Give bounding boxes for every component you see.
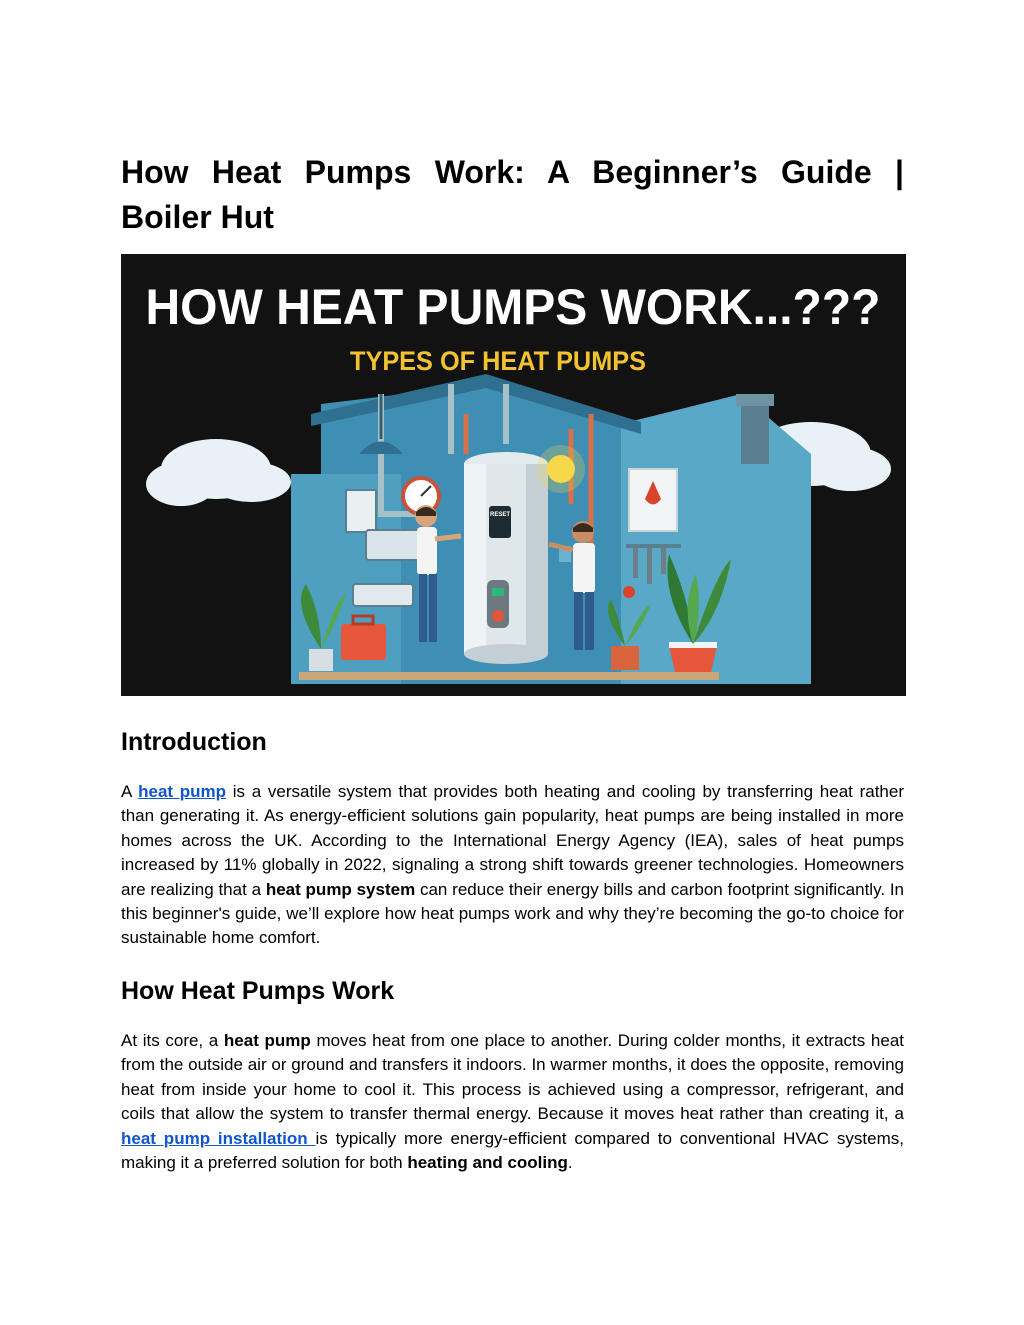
introduction-paragraph [121,780,904,951]
section-heading-how-heat-pumps-work: How Heat Pumps Work [121,977,395,1005]
cloud-left [146,439,291,506]
how-bold-heat-pump: heat pump [223,1031,311,1050]
how-text-1: At its core, a [121,1031,224,1050]
hero-headline: HOW HEAT PUMPS WORK...??? [145,279,881,335]
how-text-4: . [567,1153,573,1173]
hero-subheadline: TYPES OF HEAT PUMPS [350,346,646,376]
hero-svg [121,254,906,696]
how-bold-heating-and-cooling: heating and cooling [407,1153,568,1173]
intro-bold-heat-pump-system: heat pump system [265,879,416,899]
water-heater-icon [464,452,548,664]
intro-text-1: A [121,782,139,801]
page-title-line-2: Boiler Hut [121,199,274,235]
toolbox-icon [341,624,386,660]
how-it-works-paragraph [121,1029,904,1175]
hero-illustration [121,254,906,696]
heater-panel-label: RESET [489,512,511,518]
floor-shelf [299,672,719,680]
page-title [121,150,904,240]
section-heading-introduction: Introduction [121,728,267,756]
how-text-3: is typically more energy-efficient compared to conventional HVAC systems, making it a preferred solution for both [121,1128,904,1173]
intro-text-2: is a versatile system that provides both heating and cooling by transferring heat rather than generating it. As energy-efficient solutions gain popularity, heat pumps are being installed in more homes across the UK. According to the International Energy Agency (IEA), sales of heat pumps increased by 11% globally in 2022, signaling a strong shift towards greener technologies. Homeowners are realizing that a [121,782,905,899]
panel-icon [346,490,376,532]
heat-pump-link[interactable]: heat pump [138,782,227,801]
intro-text-3: can reduce their energy bills and carbon footprint significantly. In this beginner's guide, we’ll explore how heat pumps work and why they’re becoming the go-to choice for sustainable home comfort. [121,879,904,948]
heat-pump-installation-link[interactable]: heat pump installation [121,1128,316,1148]
how-text-2: moves heat from one place to another. During colder months, it extracts heat from the outside air or ground and transfers it indoors. In warmer months, it does the opposite, removing heat from inside your home to cool it. This process is achieved using a compressor, refrigerant, and coils that allow the system to transfer thermal energy. Because it moves heat rather than creating it, a [121,1031,904,1124]
page-title-line-1: How Heat Pumps Work: A Beginner’s Guide | [121,154,904,190]
